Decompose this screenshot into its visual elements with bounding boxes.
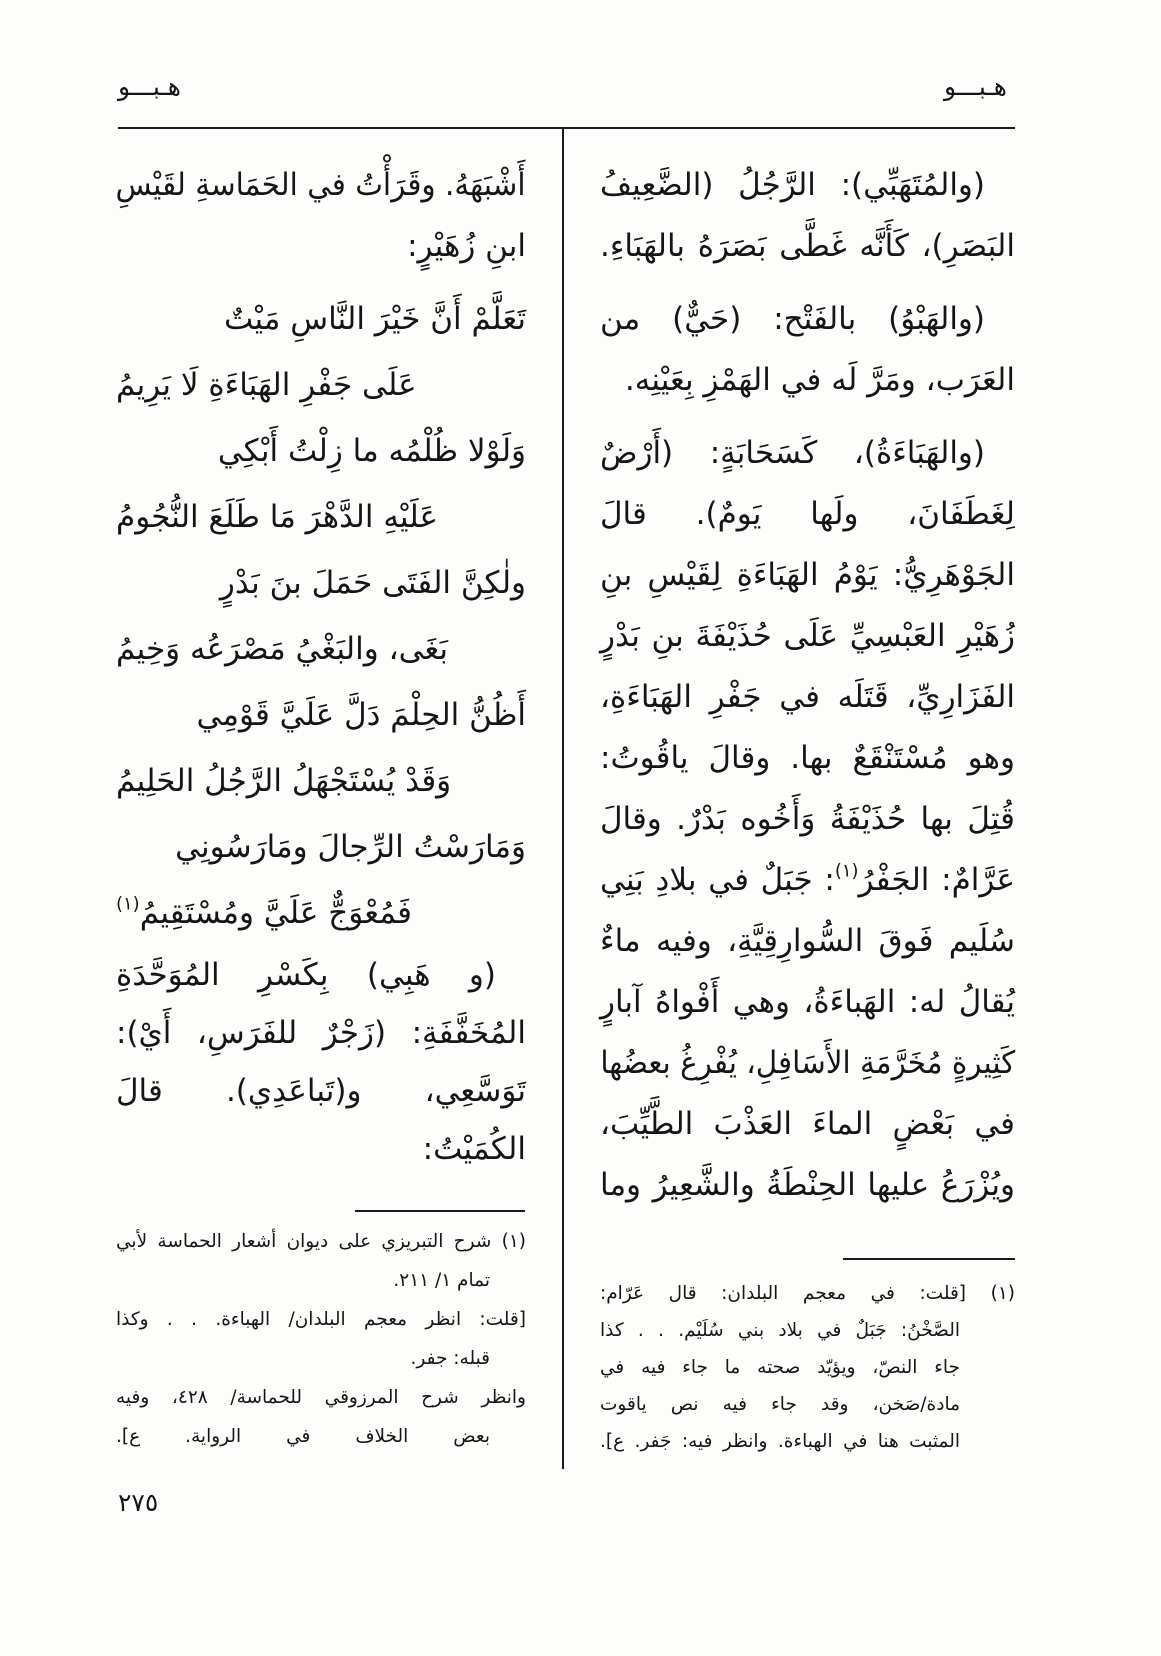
- footnote-marker: (١): [834, 860, 859, 882]
- line-text: أَظُنُّ الحِلْمَ دَلَّ عَلَيَّ قَوْمِي: [196, 697, 526, 733]
- prose-continuation: [116, 946, 526, 1178]
- text-line: [600, 545, 1015, 606]
- line-text: قبله: جفر.: [410, 1348, 490, 1369]
- text-line: [600, 1094, 1015, 1155]
- line-text: الجَوْهَرِيُّ: يَوْمُ الهَبَاءَةِ لِقَيْسِ بنِ: [600, 557, 1015, 593]
- line-text: ولٰكِنَّ الفَتَى حَمَلَ بنَ بَدْرٍ: [219, 565, 526, 601]
- line-text: وَلَوْلا ظُلْمُه ما زِلْتُ أَبْكِي: [217, 433, 526, 469]
- line-text: عَلَيْهِ الدَّهْرَ مَا طَلَعَ النُّجُومُ: [116, 499, 439, 535]
- footnote-line: [600, 1386, 1015, 1423]
- footnote-rule-right: [843, 1258, 1015, 1260]
- line-text: العَرَب، ومَرَّ لَه في الهَمْزِ بِعَيْنِه.: [624, 362, 1015, 398]
- line-text: [116, 880, 412, 946]
- text-line: [600, 289, 1015, 350]
- line-text: وَمَارَسْتُ الرِّجالَ ومَارَسُونِي: [175, 829, 526, 865]
- right-column: [600, 155, 1015, 1216]
- text-line: [600, 728, 1015, 789]
- line-text: تَعَلَّمْ أَنَّ خَيْرَ النَّاسِ مَيْتٌ: [224, 301, 526, 337]
- line-segment: عَرَّامٌ: الجَفْرُ: [858, 862, 1015, 898]
- running-head-right: هـبـــو: [944, 72, 1007, 101]
- verse-hemistich: [116, 418, 526, 484]
- line-segment: فَمُعْوَجٌّ عَلَيَّ ومُسْتَقِيمُ: [139, 895, 412, 931]
- line-text: الكُمَيْتُ:: [422, 1131, 526, 1167]
- line-text: بعض الخلاف في الرواية. ع].: [116, 1426, 490, 1447]
- line-text: (والهَبَاءَةُ)، كَسَحَابَةٍ: (أَرْضٌ: [600, 435, 985, 471]
- line-text: كَثِيرةٍ مُخَرَّمَةِ الأَسَافِلِ، يُفْرِغُ بعضُها: [600, 1045, 1015, 1081]
- line-text: ابنِ زُهَيْرٍ:: [407, 228, 526, 264]
- text-line: [116, 1062, 526, 1120]
- line-text: وانظر شرح المرزوقي للحماسة/ ٤٢٨، وفيه: [116, 1387, 526, 1408]
- page-number: ٢٧٥: [118, 1488, 159, 1517]
- text-line: [116, 1120, 526, 1178]
- footnote-line: [116, 1261, 526, 1300]
- verse-hemistich: [116, 484, 526, 550]
- line-text: الفَزَارِيِّ، قَتَلَه في جَفْرِ الهَبَاءَةِ،: [600, 679, 1015, 715]
- line-text: وَقَدْ يُسْتَجْهَلُ الرَّجُلُ الحَلِيمُ: [116, 763, 452, 799]
- line-text: أَشْبَهَهُ. وقَرَأْتُ في الحَمَاسةِ لقَيْسِ: [116, 167, 526, 203]
- footnote-line: [600, 1275, 1015, 1312]
- column-divider: [562, 129, 564, 1469]
- footnote-line: [116, 1300, 526, 1339]
- line-text: البَصَرِ)، كَأَنَّه غَطَّى بَصَرَهُ بالهَبَاءِ.: [600, 228, 1015, 264]
- text-line: [116, 1004, 526, 1062]
- line-text: في بَعْضٍ الماءَ العَذْبَ الطَّيِّبَ،: [600, 1106, 1015, 1142]
- line-text: المُخَفَّفَةِ: (زَجْرٌ للفَرَسِ، أَيْ):: [116, 1015, 526, 1051]
- text-line: [600, 350, 1015, 411]
- verse-hemistich: [116, 880, 526, 946]
- line-text: [600, 850, 1015, 911]
- verse-hemistich: [116, 814, 526, 880]
- footnote-line: [116, 1417, 526, 1456]
- text-line: [600, 606, 1015, 667]
- header-rule: [118, 127, 1015, 129]
- footnote-line: [600, 1423, 1015, 1460]
- line-text: يُقالُ له: الهَباءَةُ، وهي أَفْواهُ آبارٍ: [600, 984, 1015, 1020]
- footnote-marker: (١): [116, 893, 140, 915]
- running-head-left: هـبـــو: [118, 72, 181, 101]
- footnote-left: [116, 1222, 526, 1456]
- line-text: تمام ١/ ٢١١.: [393, 1270, 490, 1291]
- line-segment: : جَبَلٌ في بلادِ بَنِي: [599, 862, 835, 898]
- line-text: (والمُتَهَبِّي): الرَّجُلُ (الضَّعِيفُ: [600, 167, 985, 203]
- text-line: [600, 423, 1015, 484]
- text-line: [600, 911, 1015, 972]
- line-text: المثبت هنا في الهباءة. وانظر فيه: جَفر. ع].: [600, 1431, 960, 1452]
- line-text: (١) شرح التبريزي على ديوان أشعار الحماسة لأبي: [116, 1231, 526, 1252]
- text-line: [600, 667, 1015, 728]
- line-text: الصَّخْنُ: جَبَلٌ في بلاد بني سُلَيْم. . . كذا: [600, 1320, 960, 1341]
- text-line: [116, 946, 526, 1004]
- text-line: [600, 216, 1015, 277]
- footnote-rule-left: [355, 1210, 525, 1212]
- footnote-line: [600, 1312, 1015, 1349]
- text-line: [600, 155, 1015, 216]
- line-text: مادة/صَخن، وقد جاء فيه نص ياقوت: [600, 1394, 960, 1415]
- text-line: [116, 216, 526, 277]
- poem: [116, 286, 526, 946]
- text-line: [600, 484, 1015, 545]
- line-text: قُتِلَ بها حُذَيْفَةُ وَأَخُوه بَدْرٌ. وقالَ: [600, 801, 1015, 837]
- line-text: بَغَى، والبَغْيُ مَصْرَعُه وَخِيمُ: [116, 631, 448, 667]
- line-text: عَلَى جَفْرِ الهَبَاءَةِ لَا يَرِيمُ: [116, 367, 417, 403]
- line-text: جاء النصّ، ويؤيّد صحته ما جاء فيه في: [600, 1357, 960, 1378]
- line-text: ويُزْرَعُ عليها الحِنْطَةُ والشَّعِيرُ وما: [600, 1167, 1015, 1203]
- footnote-line: [116, 1339, 526, 1378]
- line-text: زُهَيْرِ العَبْسِيِّ عَلَى حُذَيْفَةَ بنِ بَدْرٍ: [600, 618, 1015, 654]
- line-text: (والهَبْوُ) بالفَتْح: (حَيٌّ) من: [600, 301, 985, 337]
- text-line: [600, 972, 1015, 1033]
- verse-hemistich: [116, 748, 526, 814]
- verse-hemistich: [116, 682, 526, 748]
- footnote-line: [116, 1378, 526, 1417]
- text-line: [600, 1155, 1015, 1216]
- verse-hemistich: [116, 352, 526, 418]
- verse-hemistich: [116, 286, 526, 352]
- text-line: [116, 155, 526, 216]
- verse-hemistich: [116, 616, 526, 682]
- line-text: لِغَطَفَانَ، ولَها يَومٌ). قالَ: [600, 496, 1015, 532]
- text-line: [600, 850, 1015, 911]
- text-line: [600, 789, 1015, 850]
- footnote-right: [600, 1275, 1015, 1460]
- line-text: سُلَيم فَوقَ السُّوارِقِيَّةِ، وفيه ماءٌ: [600, 923, 1015, 959]
- line-text: وهو مُسْتَنْقَعٌ بها. وقالَ ياقُوتُ:: [600, 740, 1015, 776]
- line-text: (و هَبِي) بِكَسْرِ المُوَحَّدَةِ: [116, 957, 496, 993]
- text-line: [600, 1033, 1015, 1094]
- footnote-line: [600, 1349, 1015, 1386]
- verse-hemistich: [116, 550, 526, 616]
- footnote-line: [116, 1222, 526, 1261]
- line-text: تَوَسَّعِي، و(تَباعَدِي). قالَ: [116, 1073, 526, 1109]
- left-column: [116, 155, 526, 1178]
- line-text: [قلت: انظر معجم البلدان/ الهباءة. . . وكذا: [116, 1309, 526, 1330]
- line-text: (١) [قلت: في معجم البلدان: قال عَرّام:: [600, 1283, 1015, 1304]
